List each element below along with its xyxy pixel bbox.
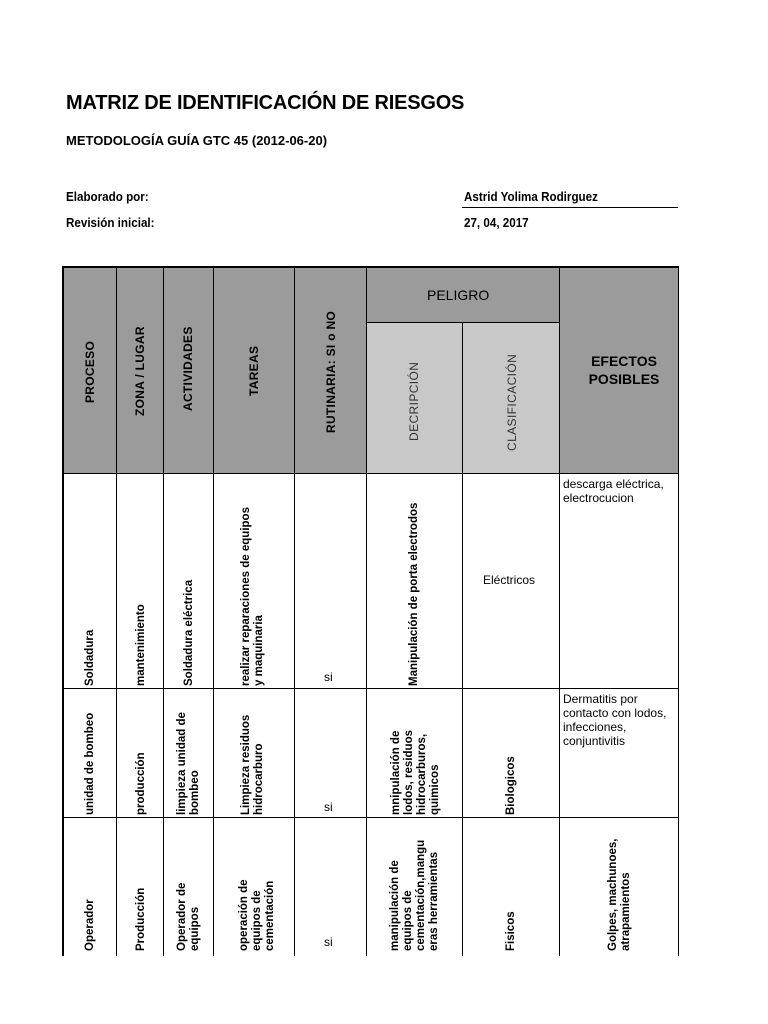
row2-proceso-text: unidad de bombeo xyxy=(84,712,96,815)
table-row-2-rutinaria xyxy=(295,689,367,818)
row2-rutinaria-text: si xyxy=(324,800,333,814)
header-peligro-label: PELIGRO xyxy=(427,287,490,303)
row3-efectos-line2: atrapamientos xyxy=(620,872,632,951)
elaborado-value: Astrid Yolima Rodirguez xyxy=(464,190,598,204)
table-row-1-clasificacion xyxy=(463,474,560,689)
header-rutinaria-label: RUTINARIA: SI o NO xyxy=(324,310,338,433)
risk-matrix-table xyxy=(62,266,679,956)
row3-zona-text: Producción xyxy=(135,887,147,951)
table-row-2-actividades xyxy=(164,689,214,818)
table-row-1-proceso xyxy=(64,474,117,689)
header-peligro xyxy=(367,268,560,323)
row3-clasificacion-text: Fisicos xyxy=(505,911,517,951)
row2-efectos-text: Dermatitis por contacto con lodos, infecciones, conjuntivitis xyxy=(563,692,667,748)
row3-rutinaria-text: si xyxy=(324,935,333,949)
row3-efectos-line1: Golpes, machunoes, xyxy=(607,838,619,951)
header-zona xyxy=(117,268,164,474)
table-row-2-tareas xyxy=(214,689,295,818)
row3-actividades-line1: Operador de xyxy=(176,882,188,951)
row2-tareas-line1: Limpieza residuos xyxy=(240,714,252,815)
header-proceso-label: PROCESO xyxy=(83,340,97,403)
elaborado-label: Elaborado por: xyxy=(66,190,149,204)
row1-tareas-line2: y maquinaria xyxy=(253,615,265,686)
row1-clasificacion-text: Eléctricos xyxy=(483,573,536,587)
table-row-2-descripcion xyxy=(367,689,463,818)
table-row-2-zona xyxy=(117,689,164,818)
row1-tareas-line1: realizar reparaciones de equipos xyxy=(240,507,252,686)
header-actividades xyxy=(164,268,214,474)
row1-rutinaria-text: si xyxy=(324,670,333,684)
table-row-1-actividades xyxy=(164,474,214,689)
row2-clasificacion-text: Biologicos xyxy=(505,756,517,815)
row1-efectos-text: descarga eléctrica, electrocucion xyxy=(563,477,664,505)
row2-actividades-line1: limpieza unidad de xyxy=(176,712,188,815)
row2-descripcion-line2: lodos, residuos xyxy=(403,730,415,815)
table-row-3-tareas xyxy=(214,818,295,956)
table-row-1-tareas xyxy=(214,474,295,689)
document-title: MATRIZ DE IDENTIFICACIÓN DE RIESGOS xyxy=(66,92,465,114)
header-efectos-label: EFECTOS POSIBLES xyxy=(588,353,660,387)
table-row-3-descripcion xyxy=(367,818,463,956)
header-descripcion xyxy=(367,323,463,474)
revision-value: 27, 04, 2017 xyxy=(464,216,529,230)
table-row-3-clasificacion xyxy=(463,818,560,956)
table-row-1-efectos xyxy=(560,474,679,689)
table-row-2-clasificacion xyxy=(463,689,560,818)
row1-zona-text: mantenimiento xyxy=(135,604,147,686)
row1-descripcion-text: Manipulación de porta electrodos xyxy=(408,502,420,686)
table-row-3-rutinaria xyxy=(295,818,367,956)
header-clasificacion-label: CLASIFICACIÓN xyxy=(505,353,519,451)
header-actividades-label: ACTIVIDADES xyxy=(181,326,195,411)
header-descripcion-label: DECRIPCIÓN xyxy=(407,361,421,441)
header-rutinaria xyxy=(295,268,367,474)
table-row-3-zona xyxy=(117,818,164,956)
header-zona-label: ZONA / LUGAR xyxy=(133,326,147,416)
table-row-1-zona xyxy=(117,474,164,689)
table-row-3-efectos xyxy=(560,818,679,956)
row3-tareas-line3: cementación xyxy=(264,880,276,951)
table-row-3-actividades xyxy=(164,818,214,956)
row2-tareas-line2: hidrocarburo xyxy=(253,743,265,815)
document-subtitle: METODOLOGÍA GUÍA GTC 45 (2012-06-20) xyxy=(66,133,328,148)
row3-proceso-text: Operador xyxy=(84,899,96,951)
row1-proceso-text: Soldadura xyxy=(84,629,96,686)
row3-tareas-line1: operación de xyxy=(238,879,250,951)
table-row-3-proceso xyxy=(64,818,117,956)
row2-descripcion-line4: quimicos xyxy=(429,764,441,815)
revision-label: Revisión inicial: xyxy=(66,216,155,230)
header-clasificacion xyxy=(463,323,560,474)
row2-actividades-line2: bombeo xyxy=(189,770,201,815)
row3-descripcion-line2: equipos de xyxy=(402,890,414,951)
table-row-2-proceso xyxy=(64,689,117,818)
row3-descripcion-line4: eras herramientas xyxy=(428,851,440,951)
elaborado-underline xyxy=(462,207,678,208)
row3-descripcion-line3: cementación,mangu xyxy=(415,839,427,951)
row3-tareas-line2: equipos de xyxy=(251,890,263,951)
header-proceso xyxy=(64,268,117,474)
table-row-1-rutinaria xyxy=(295,474,367,689)
row3-actividades-line2: equipos xyxy=(189,906,201,951)
row2-descripcion-line1: mnipulación de xyxy=(390,730,402,815)
table-row-2-efectos xyxy=(560,689,679,818)
header-tareas-label: TAREAS xyxy=(247,345,261,396)
row2-descripcion-line3: hidrocarburos, xyxy=(416,733,428,815)
header-efectos xyxy=(560,268,679,474)
header-tareas xyxy=(214,268,295,474)
row2-zona-text: producción xyxy=(135,752,147,815)
row1-actividades-text: Soldadura eléctrica xyxy=(183,579,195,686)
row3-descripcion-line1: manipulación de xyxy=(389,860,401,951)
table-row-1-descripcion xyxy=(367,474,463,689)
